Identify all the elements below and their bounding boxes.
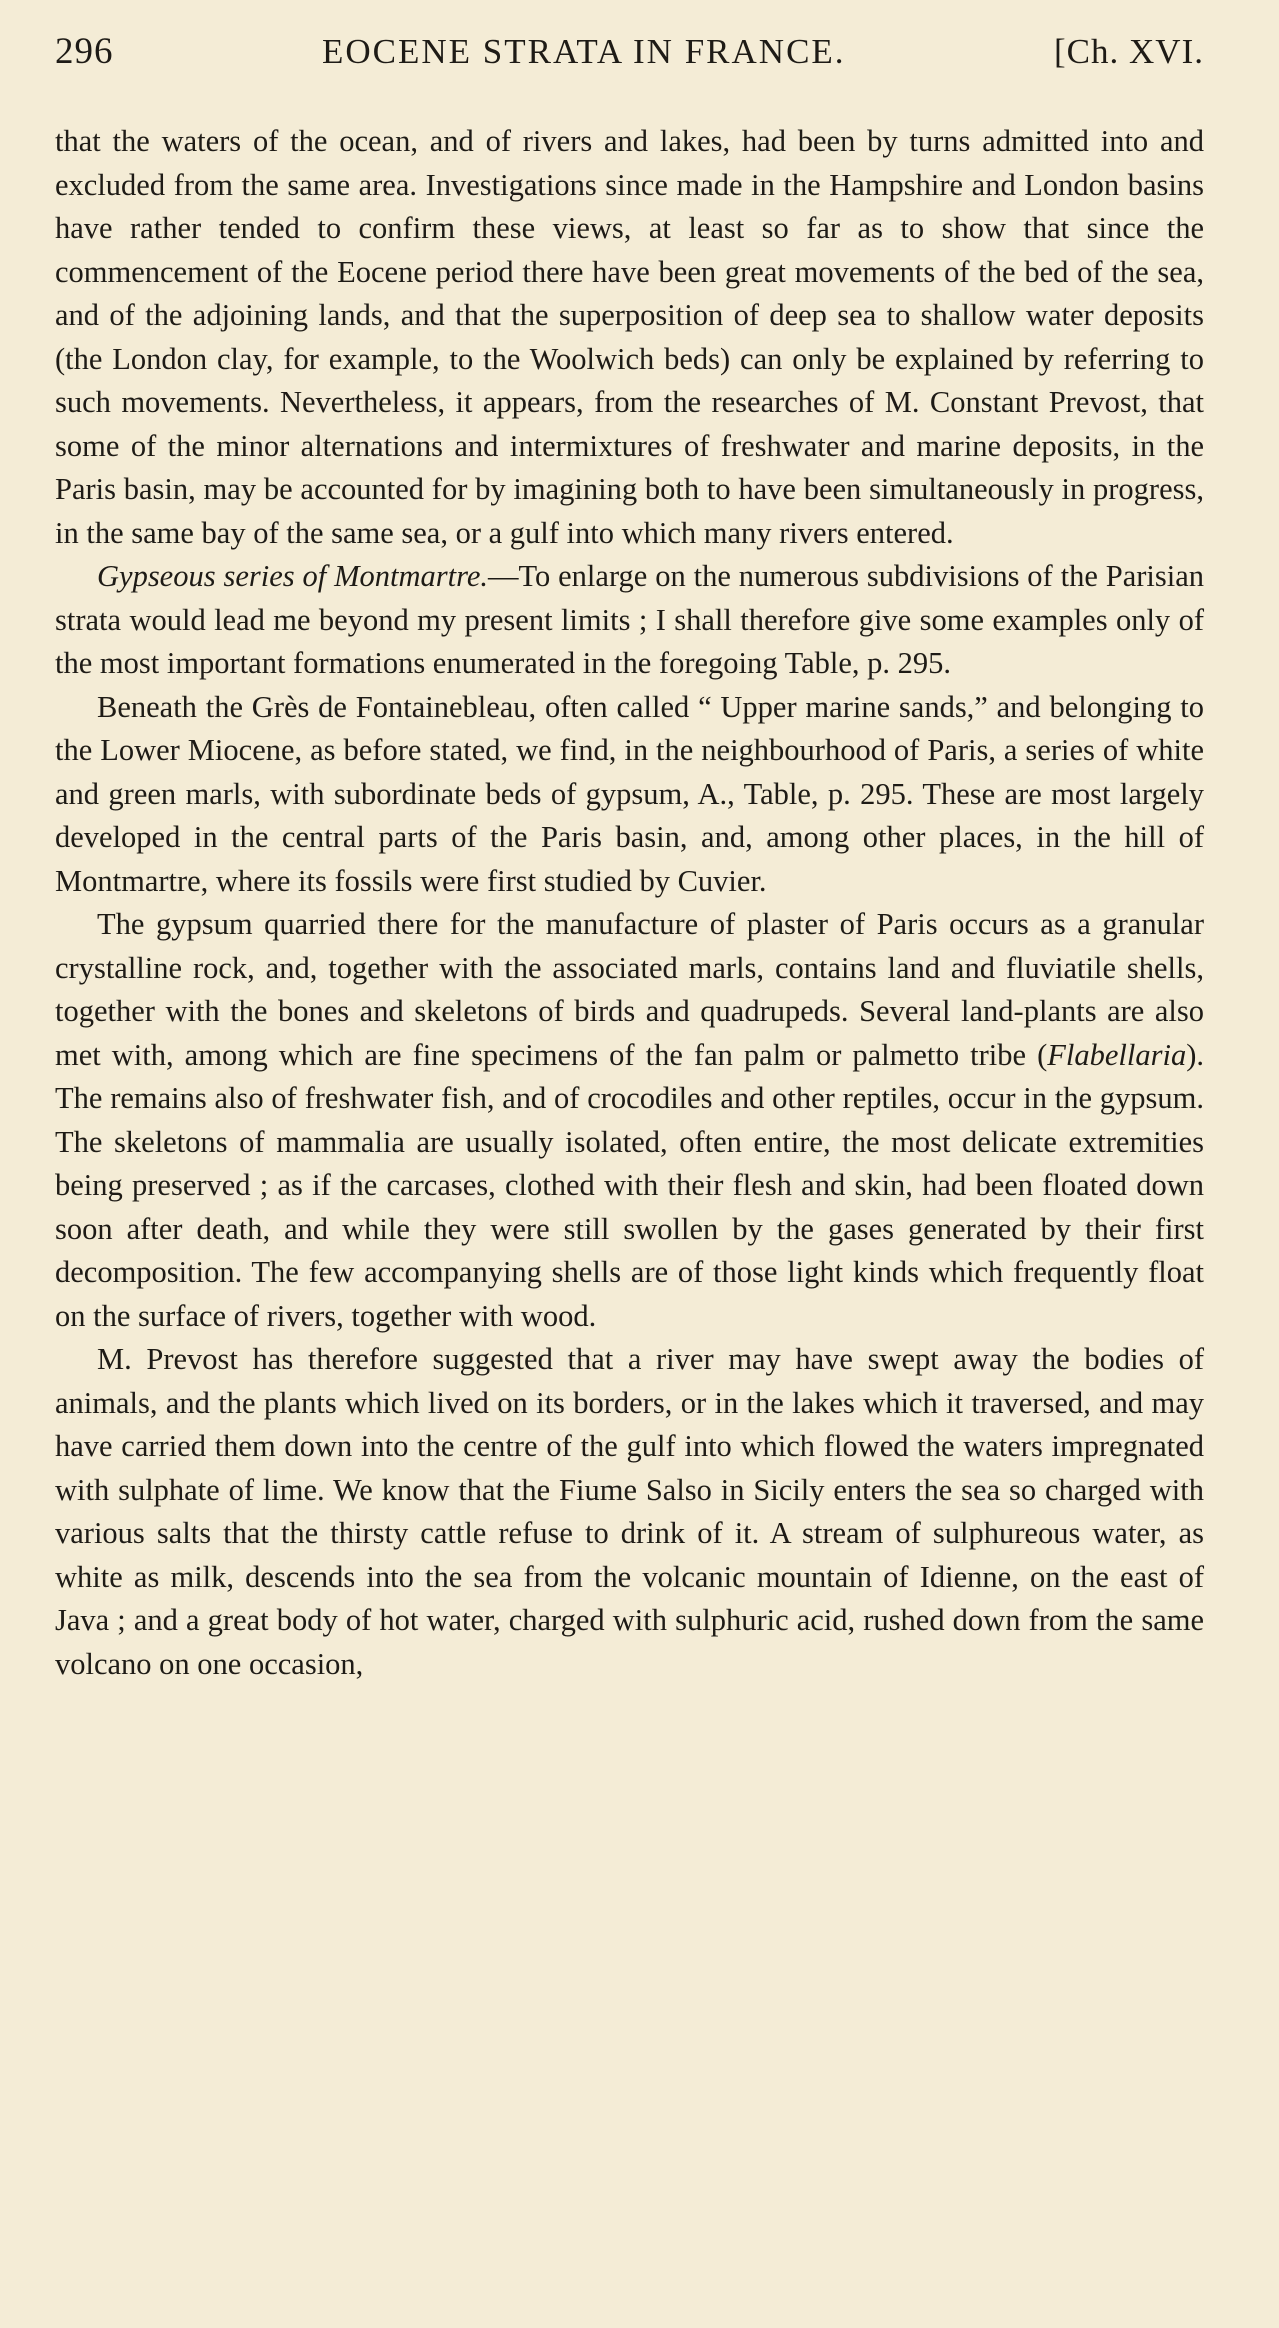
section-heading: Gypseous series of Montmartre. [97,559,489,593]
chapter-title: EOCENE STRATA IN FRANCE. [321,32,846,71]
body-text [55,120,1204,1686]
paragraph-continuation: that the waters of the ocean, and of rivers and lakes, had been by turns admitted into and excluded from the same area. Investigations since made in the Hampshire and London basins have rather tended to confirm these views, at least so far as to show that since the commencement of the Eocene period there have been great movements of the bed of the sea, and of the adjoining lands, and that the superposition of deep sea to shallow water deposits (the London clay, for example, to the Woolwich beds) can only be explained by referring to such movements. Nevertheless, it appears, from the researches of M. Constant Prevost, that some of the minor alternations and intermixtures of freshwater and marine deposits, in the Paris basin, may be accounted for by imagining both to have been simultaneously in progress, in the same bay of the same sea, or a gulf into which many rivers entered. [55,124,1204,550]
paragraph-text: ). The remains also of freshwater fish, and of crocodiles and other reptiles, occur in the gypsum. The skeletons of mammalia are usually isolated, often entire, the most delicate extremities being preserved ; as if the carcases, clothed with their flesh and skin, had been floated down soon after death, and while they were still swollen by the gases generated by their first decomposition. The few accompanying shells are of those light kinds which frequently float on the surface of rivers, together with wood. [55,1037,1204,1333]
page-number: 296 [55,31,114,72]
chapter-reference: [Ch. XVI. [1054,32,1204,71]
italic-term: Flabellaria [1047,1037,1187,1072]
running-head [55,30,1204,90]
paragraph-gres-de-fontainebleau: Beneath the Grès de Fontainebleau, often called “ Upper marine sands,” and belonging to the Lower Miocene, as before stated, we find, in the neighbourhood of Paris, a series of white and green marls, with subordinate beds of gypsum, A., Table, p. 295. These are most largely developed in the central parts of the Paris basin, and, among other places, in the hill of Montmartre, where its fossils were first studied by Cuvier. [55,689,1204,898]
paragraph-gypseous-series [55,555,1204,686]
paragraph-text: The gypsum quarried there for the manufacture of plaster of Paris occurs as a granular crystalline rock, and, together with the associated marls, contains land and fluviatile shells, together with the bones and skeletons of birds and quadrupeds. Several land-plants are also met with, among which are fine specimens of the fan palm or palmetto tribe ( [55,907,1204,1072]
paragraph-text: —To enlarge on the numerous subdivisions of the Parisian strata would lead me beyond my present limits ; I shall therefore give some examples only of the most important formations enumerated in the foregoing Table, p. 295. [55,559,1204,680]
paragraph-prevost-suggestion: M. Prevost has therefore suggested that a river may have swept away the bodies of animals, and the plants which lived on its borders, or in the lakes which it traversed, and may have carried them down into the centre of the gulf into which flowed the waters impregnated with sulphate of lime. We know that the Fiume Salso in Sicily enters the sea so charged with various salts that the thirsty cattle refuse to drink of it. A stream of sulphureous water, as white as milk, descends into the sea from the volcanic mountain of Idienne, on the east of Java ; and a great body of hot water, charged with sulphuric acid, rushed down from the same volcano on one occasion, [55,1342,1204,1681]
paragraph-gypsum-quarried [55,903,1204,1338]
